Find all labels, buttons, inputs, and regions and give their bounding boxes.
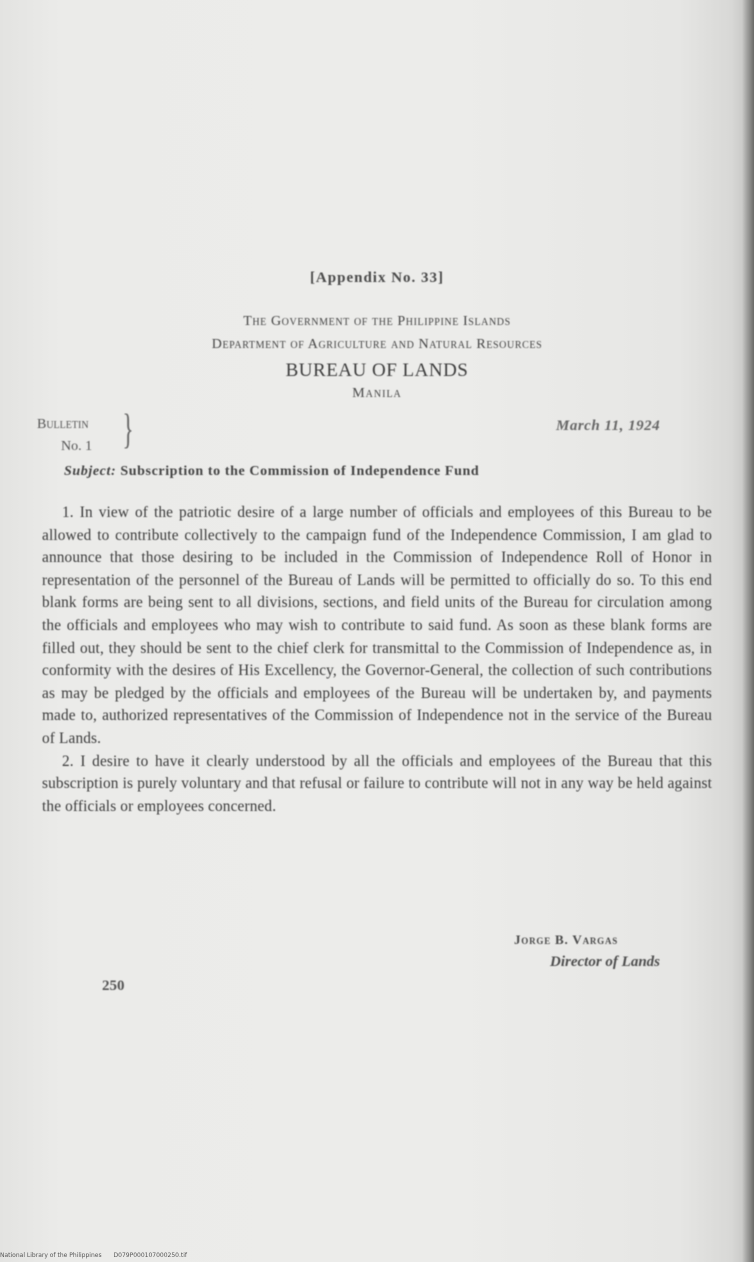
subject-label: Subject: bbox=[64, 464, 117, 479]
body-paragraph-2: 2. I desire to have it clearly understood by all the officials and employees of the Bureau that this subscription is purely voluntary and that refusal or failure to contribute will not in any way be held against the officials or employees concerned. bbox=[42, 752, 712, 815]
bulletin-date: March 11, 1924 bbox=[556, 418, 661, 434]
city-heading: Manila bbox=[352, 386, 402, 401]
book-spine-shadow bbox=[742, 0, 754, 1262]
footer-library: National Library of the Philippines bbox=[0, 1252, 102, 1259]
bureau-heading: BUREAU OF LANDS bbox=[285, 360, 469, 381]
subject-text: Subscription to the Commission of Independence Fund bbox=[120, 464, 480, 479]
bulletin-label: Bulletin bbox=[37, 417, 89, 432]
department-heading: Department of Agriculture and Natural Resources bbox=[211, 337, 543, 352]
body-paragraph-1: 1. In view of the patriotic desire of a large number of officials and employees of this Bureau to be allowed to contribute collectively to the campaign fund of the Independence Commission, I am glad to announce that those desiring to be included in the Commission of Independence Roll of Honor in representation of the personnel of the Bureau of Lands will be permitted to officially do so. To this end blank forms are being sent to all divisions, sections, and field units of the Bureau for circulation among the officials and employees who may wish to contribute to said fund. As soon as these blank forms are filled out, they should be sent to the chief clerk for transmittal to the Commission of Independence as, in conformity with the desires of His Excellency, the Governor-General, the collection of such contributions as may be pledged by the officials and employees of the Bureau will be undertaken by, and payments made to, authorized representatives of the Commission of Independence not in the service of the Bureau of Lands. bbox=[42, 504, 712, 747]
page-number: 250 bbox=[102, 978, 125, 994]
appendix-heading: [Appendix No. 33] bbox=[309, 270, 445, 286]
bulletin-brace: } bbox=[122, 407, 134, 453]
scan-footer bbox=[0, 1252, 197, 1259]
letter-body bbox=[42, 502, 712, 818]
subject-line bbox=[64, 464, 479, 480]
government-heading: The Government of the Philippine Islands bbox=[243, 314, 511, 329]
bulletin-number: No. 1 bbox=[61, 439, 93, 454]
signatory-name: Jorge B. Vargas bbox=[514, 932, 619, 947]
bulletin-block bbox=[37, 414, 92, 458]
signatory-title: Director of Lands bbox=[550, 954, 660, 970]
footer-code: D079P000107000250.tif bbox=[113, 1252, 188, 1259]
